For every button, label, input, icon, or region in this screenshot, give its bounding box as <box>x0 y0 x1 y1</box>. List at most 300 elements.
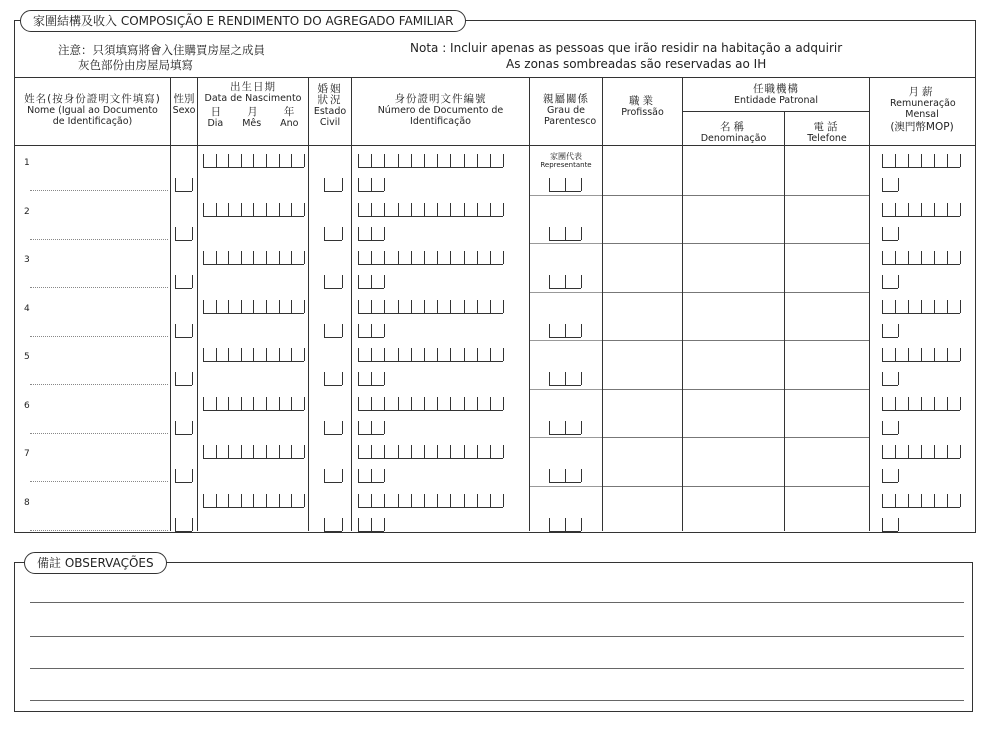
box-tick <box>228 445 229 458</box>
box-tick <box>384 275 385 288</box>
box-tick <box>192 324 193 337</box>
row-separator <box>785 292 869 293</box>
box-tick <box>895 203 896 216</box>
row-separator <box>683 389 784 390</box>
relation-box[interactable] <box>549 469 581 483</box>
col-divider <box>197 77 198 531</box>
box-tick <box>898 372 899 385</box>
box-tick <box>581 178 582 191</box>
id-number-boxes[interactable] <box>358 251 503 265</box>
box-tick <box>581 275 582 288</box>
id-number-check-box[interactable] <box>358 518 384 532</box>
observation-line[interactable] <box>30 668 964 669</box>
box-tick <box>424 300 425 313</box>
box-tick <box>424 445 425 458</box>
dob-boxes[interactable] <box>203 300 304 314</box>
box-tick <box>882 372 883 385</box>
box-tick <box>895 251 896 264</box>
civil-status-box[interactable] <box>324 469 342 483</box>
box-tick <box>411 494 412 507</box>
box-tick <box>279 203 280 216</box>
box-tick <box>908 445 909 458</box>
box-tick <box>398 397 399 410</box>
header-sex-pt: Sexo <box>172 105 196 116</box>
header-phone <box>785 122 869 144</box>
box-tick <box>464 348 465 361</box>
box-tick <box>324 421 325 434</box>
box-tick <box>450 445 451 458</box>
id-number-boxes[interactable] <box>358 494 503 508</box>
row-separator <box>530 340 602 341</box>
box-tick <box>549 518 550 531</box>
header-day-pt: Dia <box>207 118 224 129</box>
salary-check-box[interactable] <box>882 372 898 386</box>
salary-boxes[interactable] <box>882 251 960 265</box>
box-tick <box>464 445 465 458</box>
box-tick <box>960 445 961 458</box>
salary-boxes[interactable] <box>882 445 960 459</box>
box-tick <box>398 251 399 264</box>
box-tick <box>266 154 267 167</box>
box-tick <box>424 494 425 507</box>
salary-check-box[interactable] <box>882 518 898 532</box>
salary-check-box[interactable] <box>882 227 898 241</box>
box-tick <box>203 445 204 458</box>
box-tick <box>464 251 465 264</box>
salary-check-box[interactable] <box>882 324 898 338</box>
box-tick <box>192 372 193 385</box>
box-tick <box>384 227 385 240</box>
relation-box[interactable] <box>549 178 581 192</box>
box-tick <box>253 397 254 410</box>
dob-boxes[interactable] <box>203 154 304 168</box>
box-tick <box>358 227 359 240</box>
salary-check-box[interactable] <box>882 469 898 483</box>
header-employer <box>683 84 869 106</box>
name-field[interactable] <box>30 530 168 531</box>
box-tick <box>192 227 193 240</box>
header-civil-pt: Estado Civil <box>313 106 347 128</box>
box-tick <box>960 494 961 507</box>
box-tick <box>934 300 935 313</box>
box-tick <box>175 227 176 240</box>
box-tick <box>934 154 935 167</box>
box-tick <box>895 445 896 458</box>
row-number: 2 <box>24 206 30 217</box>
header-id-number <box>352 94 529 127</box>
dob-boxes[interactable] <box>203 251 304 265</box>
box-tick <box>175 469 176 482</box>
box-tick <box>424 154 425 167</box>
box-tick <box>384 324 385 337</box>
sex-box[interactable] <box>175 421 192 435</box>
note-pt-line-2: As zonas sombreadas são reservadas ao IH <box>506 57 767 71</box>
civil-status-box[interactable] <box>324 518 342 532</box>
header-profession-pt: Profissão <box>621 107 664 118</box>
box-tick <box>291 251 292 264</box>
box-tick <box>503 397 504 410</box>
box-tick <box>371 421 372 434</box>
box-tick <box>477 203 478 216</box>
box-tick <box>358 518 359 531</box>
name-field[interactable] <box>30 481 168 482</box>
box-tick <box>228 300 229 313</box>
box-tick <box>581 421 582 434</box>
sex-box[interactable] <box>175 469 192 483</box>
box-tick <box>898 518 899 531</box>
box-tick <box>882 227 883 240</box>
id-number-boxes[interactable] <box>358 445 503 459</box>
box-tick <box>175 275 176 288</box>
box-tick <box>304 494 305 507</box>
box-tick <box>490 154 491 167</box>
row-number: 6 <box>24 400 30 411</box>
sex-box[interactable] <box>175 324 192 338</box>
header-salary-zh: 月薪 <box>908 86 936 98</box>
header-name-zh: 姓名(按身份證明文件填寫) <box>24 93 161 105</box>
box-tick <box>266 203 267 216</box>
box-tick <box>241 300 242 313</box>
id-number-check-box[interactable] <box>358 372 384 386</box>
box-tick <box>411 203 412 216</box>
representative-pt: Representante <box>540 161 592 169</box>
box-tick <box>398 203 399 216</box>
header-name <box>16 94 169 127</box>
box-tick <box>895 397 896 410</box>
box-tick <box>503 154 504 167</box>
sex-box[interactable] <box>175 372 192 386</box>
header-denom-zh: 名稱 <box>720 121 747 133</box>
box-tick <box>450 348 451 361</box>
box-tick <box>291 348 292 361</box>
box-tick <box>384 300 385 313</box>
box-tick <box>304 154 305 167</box>
box-tick <box>882 494 883 507</box>
box-tick <box>581 372 582 385</box>
sex-box[interactable] <box>175 227 192 241</box>
box-tick <box>384 494 385 507</box>
box-tick <box>960 397 961 410</box>
civil-status-box[interactable] <box>324 324 342 338</box>
box-tick <box>908 494 909 507</box>
box-tick <box>175 324 176 337</box>
id-number-boxes[interactable] <box>358 348 503 362</box>
box-tick <box>371 494 372 507</box>
id-number-check-box[interactable] <box>358 275 384 289</box>
box-tick <box>411 397 412 410</box>
box-tick <box>304 397 305 410</box>
header-relation <box>530 94 602 127</box>
note-pt-line-1: Nota : Incluir apenas as pessoas que irão residir na habitação a adquirir <box>410 41 843 55</box>
note-zh-line-2: 灰色部份由房屋局填寫 <box>78 58 193 72</box>
salary-check-box[interactable] <box>882 275 898 289</box>
box-tick <box>241 251 242 264</box>
box-tick <box>342 178 343 191</box>
observation-line[interactable] <box>30 636 964 637</box>
civil-status-box[interactable] <box>324 275 342 289</box>
section-title-observations: 備註 OBSERVAÇÕES <box>24 552 167 574</box>
observation-line[interactable] <box>30 602 964 603</box>
box-tick <box>921 154 922 167</box>
id-number-check-box[interactable] <box>358 178 384 192</box>
col-divider <box>784 111 785 531</box>
note-zh-line-1: 注意：只須填寫將會入住購買房屋之成員 <box>58 43 265 57</box>
box-tick <box>490 203 491 216</box>
box-tick <box>342 324 343 337</box>
box-tick <box>203 154 204 167</box>
box-tick <box>291 445 292 458</box>
box-tick <box>253 300 254 313</box>
box-tick <box>921 203 922 216</box>
box-tick <box>371 397 372 410</box>
box-tick <box>384 178 385 191</box>
box-tick <box>203 300 204 313</box>
table-header-bottom-line <box>14 145 975 146</box>
row-number: 7 <box>24 449 30 459</box>
box-tick <box>549 372 550 385</box>
box-tick <box>882 275 883 288</box>
id-number-boxes[interactable] <box>358 154 503 168</box>
box-tick <box>358 203 359 216</box>
box-tick <box>304 348 305 361</box>
box-tick <box>358 324 359 337</box>
box-tick <box>266 397 267 410</box>
box-tick <box>450 300 451 313</box>
salary-check-box[interactable] <box>882 178 898 192</box>
sex-box[interactable] <box>175 178 192 192</box>
box-tick <box>424 397 425 410</box>
header-profession <box>603 96 682 118</box>
table-top-line <box>14 77 975 78</box>
header-employer-pt: Entidade Patronal <box>734 95 818 106</box>
row-number: 5 <box>24 352 30 362</box>
box-tick <box>371 300 372 313</box>
box-tick <box>228 397 229 410</box>
box-tick <box>175 372 176 385</box>
header-salary <box>870 87 974 133</box>
box-tick <box>228 251 229 264</box>
box-tick <box>503 348 504 361</box>
box-tick <box>581 324 582 337</box>
box-tick <box>882 348 883 361</box>
row-separator <box>530 437 602 438</box>
salary-boxes[interactable] <box>882 348 960 362</box>
box-tick <box>450 397 451 410</box>
box-tick <box>565 518 566 531</box>
box-tick <box>565 372 566 385</box>
box-tick <box>253 494 254 507</box>
box-tick <box>324 372 325 385</box>
salary-boxes[interactable] <box>882 397 960 411</box>
name-field[interactable] <box>30 190 168 191</box>
salary-boxes[interactable] <box>882 494 960 508</box>
box-tick <box>371 275 372 288</box>
box-tick <box>216 348 217 361</box>
civil-status-box[interactable] <box>324 227 342 241</box>
box-tick <box>192 518 193 531</box>
col-divider <box>529 77 530 531</box>
box-tick <box>490 348 491 361</box>
box-tick <box>279 251 280 264</box>
row-separator <box>530 195 602 196</box>
box-tick <box>216 251 217 264</box>
relation-box[interactable] <box>549 275 581 289</box>
relation-box[interactable] <box>549 372 581 386</box>
box-tick <box>342 275 343 288</box>
relation-box[interactable] <box>549 227 581 241</box>
id-number-boxes[interactable] <box>358 397 503 411</box>
dob-boxes[interactable] <box>203 348 304 362</box>
box-tick <box>895 300 896 313</box>
name-field[interactable] <box>30 239 168 240</box>
box-tick <box>203 348 204 361</box>
name-field[interactable] <box>30 287 168 288</box>
box-tick <box>960 154 961 167</box>
sex-box[interactable] <box>175 275 192 289</box>
box-tick <box>477 348 478 361</box>
dob-boxes[interactable] <box>203 445 304 459</box>
box-tick <box>960 203 961 216</box>
box-tick <box>216 397 217 410</box>
id-number-boxes[interactable] <box>358 300 503 314</box>
box-tick <box>384 251 385 264</box>
box-tick <box>882 518 883 531</box>
civil-status-box[interactable] <box>324 421 342 435</box>
col-divider <box>602 77 603 531</box>
row-separator <box>683 340 784 341</box>
box-tick <box>398 445 399 458</box>
row-separator <box>785 340 869 341</box>
box-tick <box>895 348 896 361</box>
box-tick <box>358 178 359 191</box>
box-tick <box>384 154 385 167</box>
header-year-zh: 年 <box>283 106 296 118</box>
name-field[interactable] <box>30 336 168 337</box>
row-separator <box>603 292 682 293</box>
box-tick <box>947 300 948 313</box>
box-tick <box>411 251 412 264</box>
name-field[interactable] <box>30 433 168 434</box>
box-tick <box>503 445 504 458</box>
box-tick <box>253 348 254 361</box>
box-tick <box>503 251 504 264</box>
id-number-boxes[interactable] <box>358 203 503 217</box>
box-tick <box>216 300 217 313</box>
relation-box[interactable] <box>549 518 581 532</box>
header-denomination <box>683 122 784 144</box>
relation-box[interactable] <box>549 421 581 435</box>
box-tick <box>358 494 359 507</box>
salary-check-box[interactable] <box>882 421 898 435</box>
box-tick <box>882 178 883 191</box>
box-tick <box>203 251 204 264</box>
box-tick <box>304 300 305 313</box>
box-tick <box>358 348 359 361</box>
box-tick <box>411 300 412 313</box>
box-tick <box>908 397 909 410</box>
box-tick <box>371 445 372 458</box>
box-tick <box>371 178 372 191</box>
header-month-zh: 月 <box>247 106 259 118</box>
box-tick <box>437 348 438 361</box>
box-tick <box>934 251 935 264</box>
box-tick <box>503 203 504 216</box>
civil-status-box[interactable] <box>324 178 342 192</box>
box-tick <box>477 251 478 264</box>
box-tick <box>898 275 899 288</box>
box-tick <box>216 494 217 507</box>
id-number-check-box[interactable] <box>358 324 384 338</box>
box-tick <box>324 469 325 482</box>
salary-boxes[interactable] <box>882 203 960 217</box>
box-tick <box>304 251 305 264</box>
box-tick <box>228 494 229 507</box>
box-tick <box>921 445 922 458</box>
box-tick <box>358 300 359 313</box>
civil-status-box[interactable] <box>324 372 342 386</box>
box-tick <box>477 445 478 458</box>
box-tick <box>411 445 412 458</box>
row-separator <box>603 389 682 390</box>
salary-boxes[interactable] <box>882 154 960 168</box>
box-tick <box>477 300 478 313</box>
box-tick <box>934 494 935 507</box>
box-tick <box>934 203 935 216</box>
relation-box[interactable] <box>549 324 581 338</box>
box-tick <box>358 372 359 385</box>
dob-boxes[interactable] <box>203 397 304 411</box>
box-tick <box>371 324 372 337</box>
box-tick <box>947 251 948 264</box>
observation-line[interactable] <box>30 700 964 701</box>
box-tick <box>241 203 242 216</box>
salary-boxes[interactable] <box>882 300 960 314</box>
row-separator <box>683 195 784 196</box>
box-tick <box>358 154 359 167</box>
box-tick <box>371 154 372 167</box>
box-tick <box>882 421 883 434</box>
row-separator <box>603 243 682 244</box>
name-field[interactable] <box>30 384 168 385</box>
id-number-check-box[interactable] <box>358 227 384 241</box>
box-tick <box>384 348 385 361</box>
box-tick <box>384 469 385 482</box>
dob-boxes[interactable] <box>203 494 304 508</box>
dob-boxes[interactable] <box>203 203 304 217</box>
box-tick <box>490 397 491 410</box>
box-tick <box>384 518 385 531</box>
sex-box[interactable] <box>175 518 192 532</box>
box-tick <box>291 154 292 167</box>
box-tick <box>228 203 229 216</box>
box-tick <box>947 397 948 410</box>
box-tick <box>947 348 948 361</box>
box-tick <box>464 300 465 313</box>
box-tick <box>253 251 254 264</box>
box-tick <box>371 518 372 531</box>
id-number-check-box[interactable] <box>358 421 384 435</box>
header-day-zh: 日 <box>210 106 223 118</box>
box-tick <box>216 445 217 458</box>
box-tick <box>266 251 267 264</box>
header-year-pt: Ano <box>280 118 299 129</box>
id-number-check-box[interactable] <box>358 469 384 483</box>
header-phone-zh: 電話 <box>813 121 841 133</box>
col-divider <box>308 77 309 531</box>
box-tick <box>921 397 922 410</box>
box-tick <box>581 227 582 240</box>
header-month-pt: Mês <box>242 118 262 129</box>
